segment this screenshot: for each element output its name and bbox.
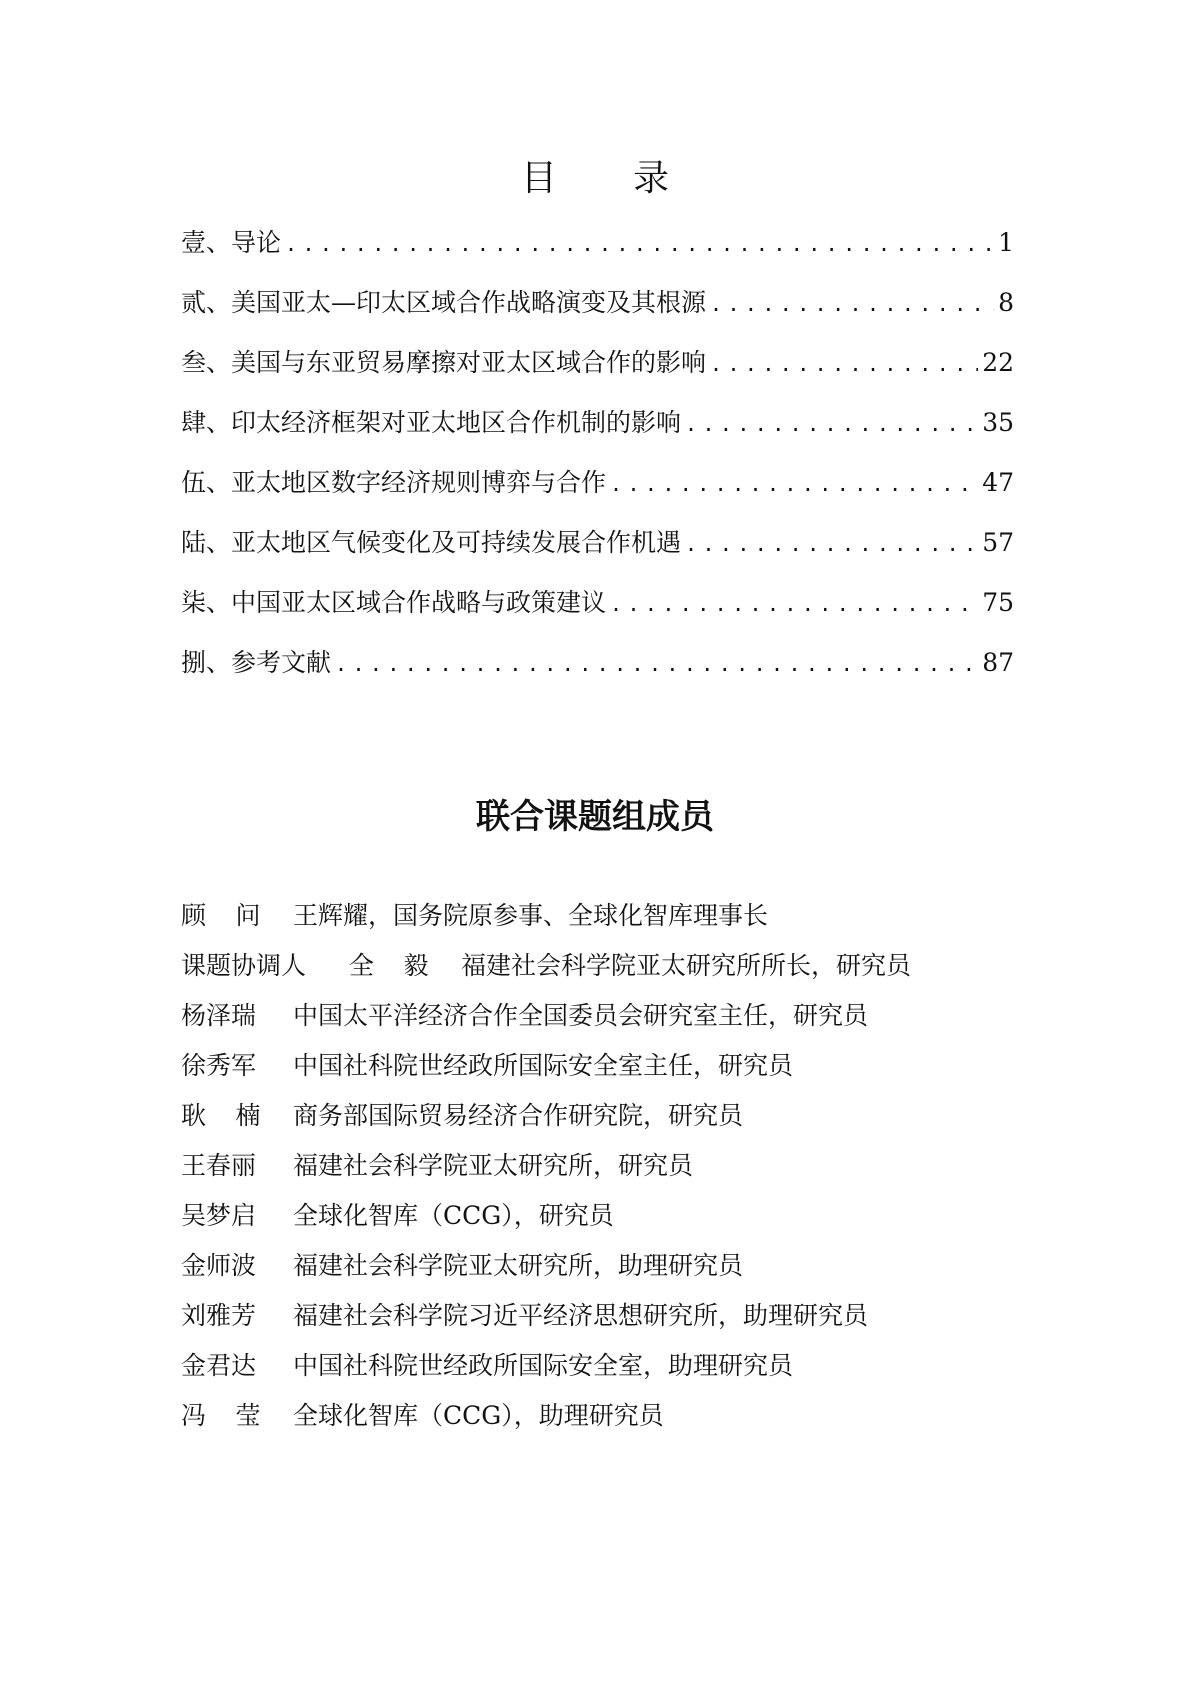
member-name: 金君达: [181, 1351, 257, 1380]
toc-leader-dots: [710, 344, 978, 384]
member-desc: 中国太平洋经济合作全国委员会研究室主任，研究员: [293, 1001, 869, 1030]
member-name: 课题协调人: [181, 951, 307, 980]
member-row: [181, 946, 1081, 996]
member-name: 金师波: [181, 1251, 257, 1280]
toc-item-label: 叁、美国与东亚贸易摩擦对亚太区域合作的影响: [181, 348, 707, 377]
toc-item-page: 57: [982, 528, 1014, 557]
toc-item-label: 捌、参考文献: [181, 648, 332, 677]
toc-item-page: 87: [982, 648, 1014, 677]
toc-leader-dots: [285, 224, 994, 264]
toc-leader-dots: [685, 524, 978, 564]
member-row: [181, 1396, 1081, 1446]
member-desc: 福建社会科学院亚太研究所，助理研究员: [293, 1251, 744, 1280]
toc-item[interactable]: [181, 343, 1014, 403]
toc-leader-dots: [610, 584, 978, 624]
member-name: 耿楠: [181, 1101, 291, 1130]
members-title: 联合课题组成员: [476, 797, 714, 837]
member-row: [181, 1146, 1081, 1196]
member-row: [181, 1046, 1081, 1096]
member-extra-name: 全毅: [349, 951, 459, 980]
toc-item-label: 壹、导论: [181, 228, 282, 257]
toc-item-page: 75: [982, 588, 1014, 617]
member-row: [181, 996, 1081, 1046]
toc-item-page: 22: [982, 348, 1014, 377]
member-desc: 中国社科院世经政所国际安全室主任，研究员: [293, 1051, 794, 1080]
member-row: [181, 1196, 1081, 1246]
toc-item-label: 伍、亚太地区数字经济规则博弈与合作: [181, 468, 607, 497]
member-list: [181, 896, 1081, 1446]
member-name: 刘雅芳: [181, 1301, 257, 1330]
toc-leader-dots: [710, 284, 994, 324]
toc-item-page: 8: [998, 288, 1014, 317]
member-desc: 福建社会科学院习近平经济思想研究所，助理研究员: [293, 1301, 869, 1330]
member-desc: 福建社会科学院亚太研究所所长，研究员: [461, 951, 912, 980]
member-name: 冯莹: [181, 1401, 291, 1430]
toc-leader-dots: [685, 404, 978, 444]
toc-title: 目 录: [520, 158, 702, 199]
member-row: [181, 1296, 1081, 1346]
toc-item-label: 柒、中国亚太区域合作战略与政策建议: [181, 588, 607, 617]
member-name: 王春丽: [181, 1151, 257, 1180]
toc-list: [181, 223, 1014, 703]
member-name: 吴梦启: [181, 1201, 257, 1230]
member-desc: 王辉耀，国务院原参事、全球化智库理事长: [293, 901, 769, 930]
toc-item[interactable]: [181, 223, 1014, 283]
member-name: 徐秀军: [181, 1051, 257, 1080]
toc-item[interactable]: [181, 463, 1014, 523]
member-row: [181, 1346, 1081, 1396]
toc-item[interactable]: [181, 283, 1014, 343]
member-name: 顾问: [181, 901, 291, 930]
member-desc: 全球化智库（CCG），研究员: [293, 1201, 614, 1230]
member-desc: 商务部国际贸易经济合作研究院，研究员: [293, 1101, 744, 1130]
toc-item-page: 35: [982, 408, 1014, 437]
toc-item[interactable]: [181, 523, 1014, 583]
toc-leader-dots: [610, 464, 978, 504]
toc-item-label: 肆、印太经济框架对亚太地区合作机制的影响: [181, 408, 682, 437]
member-desc: 全球化智库（CCG），助理研究员: [293, 1401, 664, 1430]
member-desc: 中国社科院世经政所国际安全室，助理研究员: [293, 1351, 794, 1380]
toc-item-page: 1: [998, 228, 1014, 257]
toc-item[interactable]: [181, 643, 1014, 703]
toc-item-label: 陆、亚太地区气候变化及可持续发展合作机遇: [181, 528, 682, 557]
toc-item[interactable]: [181, 403, 1014, 463]
member-name: 杨泽瑞: [181, 1001, 257, 1030]
toc-leader-dots: [335, 644, 978, 684]
member-row: [181, 1246, 1081, 1296]
member-desc: 福建社会科学院亚太研究所，研究员: [293, 1151, 694, 1180]
toc-item-label: 贰、美国亚太—印太区域合作战略演变及其根源: [181, 288, 707, 317]
toc-item[interactable]: [181, 583, 1014, 643]
member-row: [181, 896, 1081, 946]
toc-item-page: 47: [982, 468, 1014, 497]
member-row: [181, 1096, 1081, 1146]
